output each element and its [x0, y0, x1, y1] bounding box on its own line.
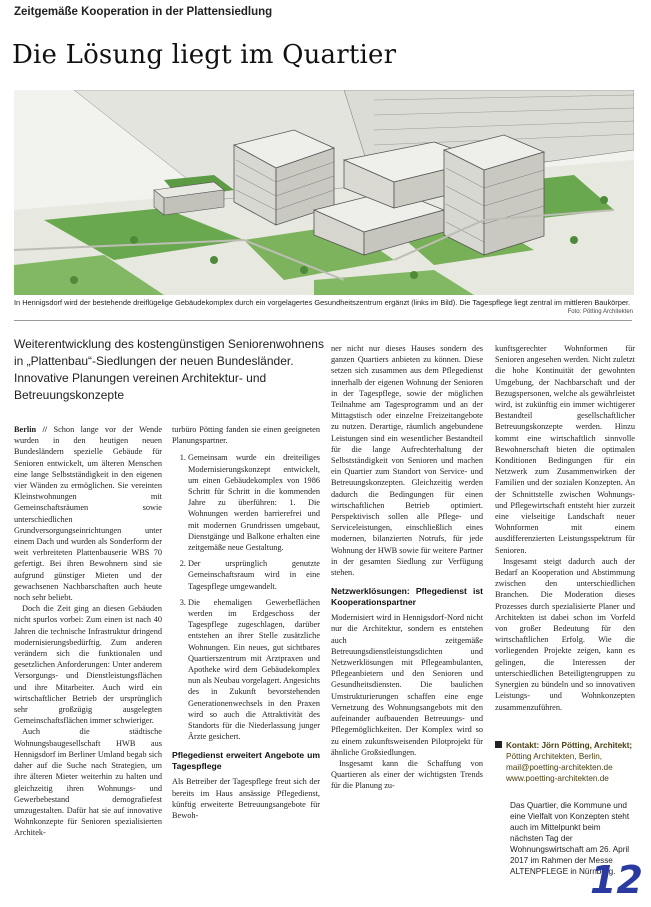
column-2 [172, 424, 320, 821]
paragraph: Insgesamt kann die Schaffung von Quartieren als einer der wichtigsten Trends für die Planung zu- [331, 758, 483, 791]
column-3 [331, 343, 483, 792]
divider [14, 320, 632, 321]
contact-email[interactable]: mail@poetting-architekten.de [506, 763, 613, 772]
intro-text: Weiterentwicklung des kostengünstigen Seniorenwohnens in „Plattenbau“-Siedlungen der neuen Bundesländer. Innovative Planungen vereinen Architektur- und Betreuungskonzepte [14, 337, 324, 402]
column-4 [495, 343, 635, 713]
paragraph: kunftsgerechter Wohnformen für Senioren angesehen werden. Nicht zuletzt die hohe Kontinuität der gewohnten Umgebung, der Nachbarschaft und der Bezugspersonen, welche als gewährleistet wird, ist zukünftig ein immer wichtigerer Bestandteil gesellschaftlicher Betreuungskonzepte werden. Hinzu kommt eine wirtschaftlich sinnvolle Bewohnerschaft bieten die optimalen Konditionen Bedingungen für ein Netzwerk zum Zusammenwirken der Familien und der sozialen Konzepten. An der Schnittstelle zwischen Wohnungs- und Pflegewirtschaft entsteht hier zurzeit eine vielseitige Landschaft neuer Wohnformen mit einem ausdifferenzierten Leistungsspektrum für Senioren. [495, 344, 635, 555]
list-item: 1. Gemeinsam wurde ein dreiteiliges Modernisierungskonzept entwickelt, um einen Gebäudekomplex von 1986 Schritt für Schritt in die kommenden Jahre zu überführen: 1. Die Wohnungen werden barrierefrei und mit modernen Grundrissen umgebaut, Dienstgänge und Balkone erhalten eine zeitgemäße neue Gestaltung. [188, 452, 320, 553]
image-caption: In Hennigsdorf wird der bestehende dreiflügelige Gebäudekomplex durch ein vorgelagertes Gesundheitszentrum ergänzt (links im Bild). Die Tagespflege liegt zentral im mittleren Baukörper. [14, 298, 631, 307]
paragraph [14, 424, 162, 603]
contact-website[interactable]: www.poetting-architekten.de [506, 774, 609, 783]
paragraph: ner nicht nur dieses Hauses sondern des ganzen Quartiers anbieten zu können. Diese setzen sich zusammen aus dem Pflegedienst innerhalb der eigenen Wohnung der Senioren in der Tagespflege, sowie der möglichen Teilnahme am Tagesprogramm und an der Mittagstisch oder einzelne Freizeitangebote zu nutzen. Derartige, räumlich angebundene Leistungen sind ein wesentlicher Bestandteil für die lange Aufrechterhaltung der Selbstständigkeit von Senioren und machen ein Quartier zum Standort von Service- und Betreuungskonzepten. Gleichzeitig werden dadurch die Bedingungen für einen wirtschaftlichen Betrieb optimiert. Perspektivisch sollen alle Pflege- und Serviceleistungen, einschließlich eines modernen, bilanzierten Notrufs, für jede Wohnung der HWB sowie für weitere Partner in der gesamten Siedlung zur Verfügung stehen. [331, 344, 483, 578]
event-notice: Das Quartier, die Kommune und eine Vielfalt von Konzepten steht auch im Mittelpunkt beim nächsten Tag der Wohnungswirtschaft am 26. April 2017 im Rahmen der Messe ALTENPFLEGE in Nürnberg. [510, 801, 630, 876]
contact-box [495, 740, 637, 784]
paragraph: turbüro Pötting fanden sie einen geeigneten Planungspartner. [172, 425, 320, 446]
paragraph: Insgesamt steigt dadurch auch der Bedarf an Kooperation und Abstimmung zwischen den unterschiedlichen Branchen. Die Moderation dieses Prozesses durch spezialisierte Planer und Architekten ist dabei schon im Vorfeld von großer Bedeutung für den wirtschaftlichen Erfolg. Wie die vorliegenden Projekte zeigen, kann es gelingen, die Interessen der unterschiedlichen Beteiligtengruppen zu Synergien zu bündeln und so innovativen Leistungs- und Wohnkonzepten zusammenzuführen. [495, 556, 635, 712]
paragraph: Auch die städtische Wohnungsbaugesellschaft HWB aus Hennigsdorf im Berliner Umland begab sich daher auf die Suche nach Strategien, um ihre älteren Mieter weiterhin zu halten und gleichzeitig ihren Wohnungs- und Gewerbebestand demografiefest umzugestalten. Dafür hat sie auf innovative Wohnkonzepte für Senioren spezialisierten Architek- [14, 727, 162, 838]
headline: Die Lösung liegt im Quartier [12, 40, 397, 70]
paragraph-text: Schon lange vor der Wende wurden in den heutigen neuen Bundesländern spezielle Gebäude für Senioren entwickelt, um älteren Menschen eine lange Selbstständigkeit in den eigenen vier Wänden zu ermöglichen. Sie vereinten Kleinstwohnungen mit Gemeinschaftsräumen sowie unterschiedlichen Grundversorgungseinrichtungen unter einem Dach und wurden als Sonderform der weit verbreiteten Plattenbauserie WBS 70 gefertigt. Bei ihren Bewohnern sind sie aufgrund günstiger Mieten und der gewachsenen Nachbarschaften auch heute noch sehr beliebt. [14, 425, 162, 603]
subheading: Netzwerklösungen: Pflegedienst ist Kooperationspartner [331, 586, 483, 607]
dateline: Berlin // [14, 425, 54, 434]
page-number: 12 [590, 858, 643, 902]
paragraph: Als Betreiber der Tagespflege freut sich der bereits im Haus ansässige Pflegedienst, künftig erweiterte Betreuungsangebote für Bewoh- [172, 777, 320, 821]
contact-name: Kontakt: Jörn Pötting, Architekt; [506, 741, 633, 750]
paragraph: Modernisiert wird in Hennigsdorf-Nord nicht nur die Architektur, sondern es entstehen auch zeitgemäße Betreuungsdienstleistungsdichten und Netzwerklösungen mit Pflegeambulanten, Pflegeanbietern und den Senioren und Gesundheitsdiensten. Die baulichen Umstrukturierungen schaffen eine enge Vernetzung des Wohnungsangebots mit den aufeinander aufbauenden Betreuungs- und Pflegemöglichkeiten. Der Komplex wird so zu einem zukunftsweisenden Pilotprojekt für ähnliche Großsiedlungen. [331, 613, 483, 757]
bullet-square-icon [495, 741, 502, 748]
image-credit: Foto: Pötting Architekten [567, 309, 633, 315]
kicker: Zeitgemäße Kooperation in der Plattensiedlung [14, 6, 273, 18]
building-illustration [14, 90, 634, 295]
numbered-list [172, 452, 320, 742]
column-1 [14, 424, 162, 839]
list-item: 3. Die ehemaligen Gewerbeflächen werden im Erdgeschoss der Tagespflege zugeschlagen, darüber entstehen an ihrer Stelle zusätzliche Wohnungen. Ein neues, gut sichtbares Quartierszentrum mit Arztpraxen und Apotheke wird dem Gebäudekomplex nun als Neubau vorgelagert. Angesichts des in Zukunft bevorstehenden Generationenwechsels in den Praxen wird so auch die Attraktivität des Standorts für die Niederlassung junger Ärzte gesichert. [188, 597, 320, 743]
list-item: 2. Der ursprünglich genutzte Gemeinschaftsraum wird in eine Tagespflege umgewandelt. [188, 558, 320, 592]
paragraph: Doch die Zeit ging an diesen Gebäuden nicht spurlos vorbei: Zum einen ist nach 40 Jahren die technische Infrastruktur dringend modernisierungsbedürftig. Zum anderen verändern sich die funktionalen und gesetzlichen Anforderungen: Unter anderem Versorgungs- und Dienstleistungsflächen und ihre Mitarbeiter. Auch wird ein wirtschaftlicher Betrieb der ursprünglich sehr großzügig ausgelegten Gemeinschaftsflächen immer schwieriger. [14, 604, 162, 726]
architecture-rendering [14, 90, 634, 295]
subheading: Pflegedienst erweitert Angebote um Tagespflege [172, 750, 320, 771]
contact-company: Pötting Architekten, Berlin, [506, 752, 603, 761]
